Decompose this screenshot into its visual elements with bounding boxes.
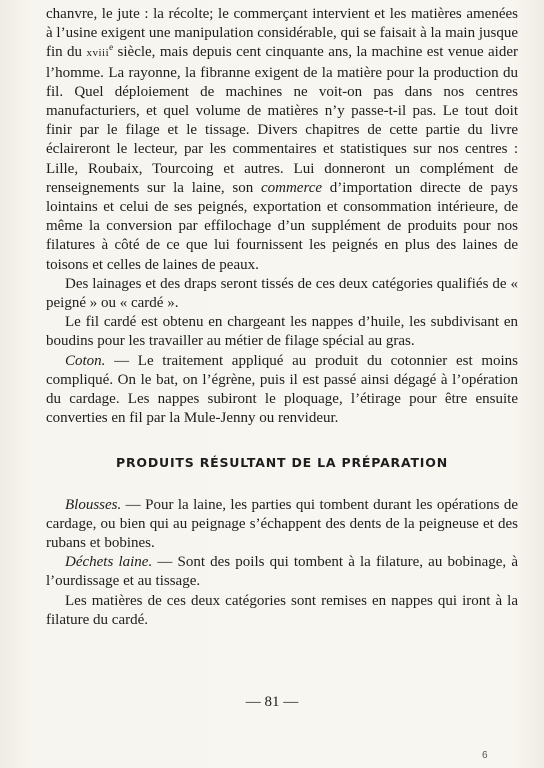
text-run: — Le traitement appliqué au produit du cotonnier est moins compliqué. On le bat, on l’égrène, puis il est passé ainsi dégagé à l’opération du cardage. Les nappes subiront le ploquage, l’étirage pour être ensuite converties en fil par la Mule-Jenny ou renvideur. [46,352,518,427]
text-run: Le fil cardé est obtenu en chargeant les nappes d’huile, les subdivisant en boudins pour les travailler au métier de filage spécial au gras. [46,314,518,350]
smallcaps-text: xviii [86,47,110,60]
paragraph [46,275,518,313]
italic-text: Blousses. [65,496,122,513]
italic-text: commerce [260,179,323,196]
text-run: siècle, mais depuis cent cinquante ans, la machine est venue aider l’homme. La rayonne, la fibranne exigent de la matière pour la production du fil. Quel déploiement de machines ne voit-on pas dans nos centres manufacturiers, et quel volume de matières n’y passe-t-il pas. Le tout doit finir par le filage et le tissage. Divers chapitres de cette partie du livre éclaireront le lecteur, par les commentaires et statistiques sur nos centres : Lille, Roubaix, Tourcoing et autres. Lui donneront un complément de renseignements sur la laine, son [46,44,519,196]
italic-text: Coton. [65,352,106,369]
sup-text: e [109,42,114,53]
paragraph [46,5,518,275]
body-text-upper [46,5,518,428]
italic-text: Déchets laine. [65,554,153,571]
paragraph [46,592,518,630]
text-run: Les matières de ces deux catégories sont remises en nappes qui iront à la filature du cardé. [46,592,518,628]
text-run: — Pour la laine, les parties qui tombent durant les opérations de cardage, ou bien qui au peignage s’échappent des dents de la peigneuse et des rubans et bobines. [46,496,518,552]
paragraph [46,496,518,554]
paragraph [46,553,518,591]
section-heading: PRODUITS RÉSULTANT DE LA PRÉPARATION [116,455,448,471]
body-text-lower [46,496,518,630]
paragraph [46,313,518,351]
text-run: chanvre, le jute : la récolte; le commerçant intervient et les matières amenées à l’usine exigent une manipulation considérable, qui se faisait à la main jusque fin du [46,6,518,61]
text-run: Des lainages et des draps seront tissés de ces deux catégories qualifiés de « peigné » ou « cardé ». [46,275,518,312]
paragraph [46,352,518,429]
text-run: d’importation directe de pays lointains et celui de ses peignés, exportation et consommation intérieure, de même la conversion par effilochage d’un supplément de produits pour nos filatures à côté de ce que lui fournissent les peignés en plus des laines de toisons et celles de laines de peaux. [46,179,518,273]
text-run: — Sont des poils qui tombent à la filature, au bobinage, à l’ourdissage et au tissage. [46,554,518,590]
corner-mark: 6 [482,750,488,761]
page-body [46,5,518,630]
page-number: — 81 — [245,694,299,710]
